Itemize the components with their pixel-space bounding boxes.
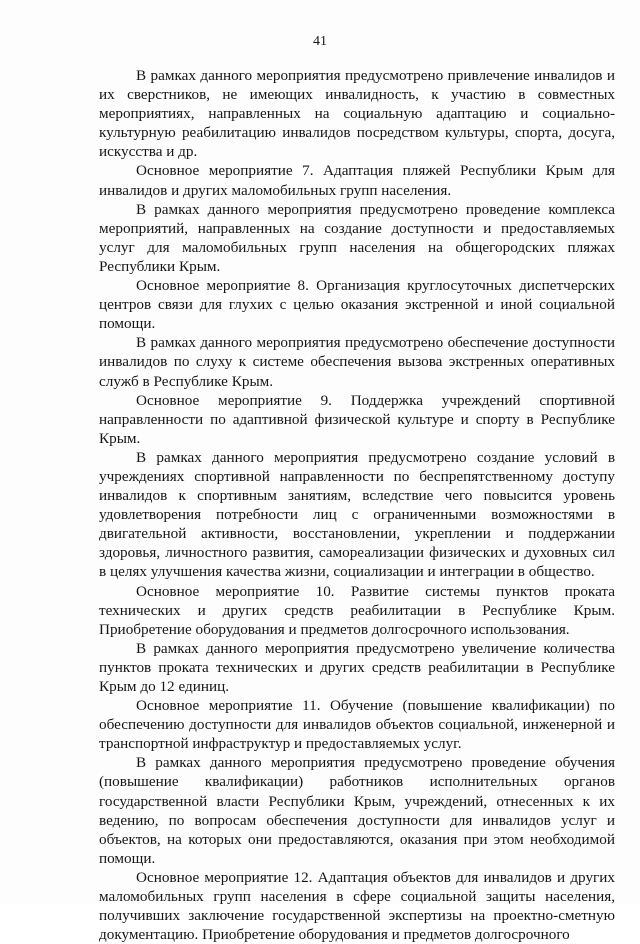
paragraph: Основное мероприятие 11. Обучение (повышение квалификации) по обеспечению доступности для инвалидов объектов социальной, инженерной и транспортной инфраструктур и предоставляемых услуг. [99, 697, 615, 753]
paragraph: В рамках данного мероприятия предусмотрено создание условий в учреждениях спортивной направленности по беспрепятственному доступу инвалидов к спортивным занятиям, вследствие чего повысится уровень удовлетворения потребности лиц с ограниченными возможностями в двигательной активности, восстановлении, укреплении и поддержании здоровья, личностного развития, самореализации физических и духовных сил в целях улучшения качества жизни, социализации и интеграции в общество. [99, 448, 615, 581]
paragraph: В рамках данного мероприятия предусмотрено увеличение количества пунктов проката технических и других средств реабилитации в Республике Крым до 12 единиц. [99, 639, 615, 695]
paragraph: Основное мероприятие 7. Адаптация пляжей Республики Крым для инвалидов и других маломобильных групп населения. [99, 162, 615, 199]
paragraph: В рамках данного мероприятия предусмотрено проведение комплекса мероприятий, направленных на создание доступности и предоставляемых услуг для маломобильных групп населения на общегородских пляжах Республики Крым. [99, 200, 615, 275]
paragraph: Основное мероприятие 12. Адаптация объектов для инвалидов и других маломобильных групп населения в сфере социальной защиты населения, получивших заключение государственной экспертизы на проектно-сметную документацию. Приобретение оборудования и предметов долгосрочного [99, 868, 615, 944]
paragraph: В рамках данного мероприятия предусмотрено обеспечение доступности инвалидов по слуху к системе обеспечения вызова экстренных оперативных служб в Республике Крым. [99, 334, 615, 390]
paragraph: В рамках данного мероприятия предусмотрено привлечение инвалидов и их сверстников, не имеющих инвалидность, к участию в совместных мероприятиях, направленных на социальную адаптацию и социально-культурную реабилитацию инвалидов посредством культуры, спорта, досуга, искусства и др. [99, 67, 615, 161]
document-body [99, 66, 615, 944]
paragraph: Основное мероприятие 8. Организация круглосуточных диспетчерских центров связи для глухих с целью оказания экстренной и иной социальной помощи. [99, 277, 615, 333]
paragraph: В рамках данного мероприятия предусмотрено проведение обучения (повышение квалификации) работников исполнительных органов государственной власти Республики Крым, учреждений, отнесенных к их ведению, по вопросам обеспечения доступности для инвалидов услуг и объектов, на которых они предоставляются, оказания при этом необходимой помощи. [99, 754, 615, 867]
page-number: 41 [313, 34, 327, 49]
paragraph: Основное мероприятие 10. Развитие системы пунктов проката технических и других средств реабилитации в Республике Крым. Приобретение оборудования и предметов долгосрочного использования. [99, 582, 615, 638]
paragraph: Основное мероприятие 9. Поддержка учреждений спортивной направленности по адаптивной физической культуре и спорту в Республике Крым. [99, 391, 615, 447]
